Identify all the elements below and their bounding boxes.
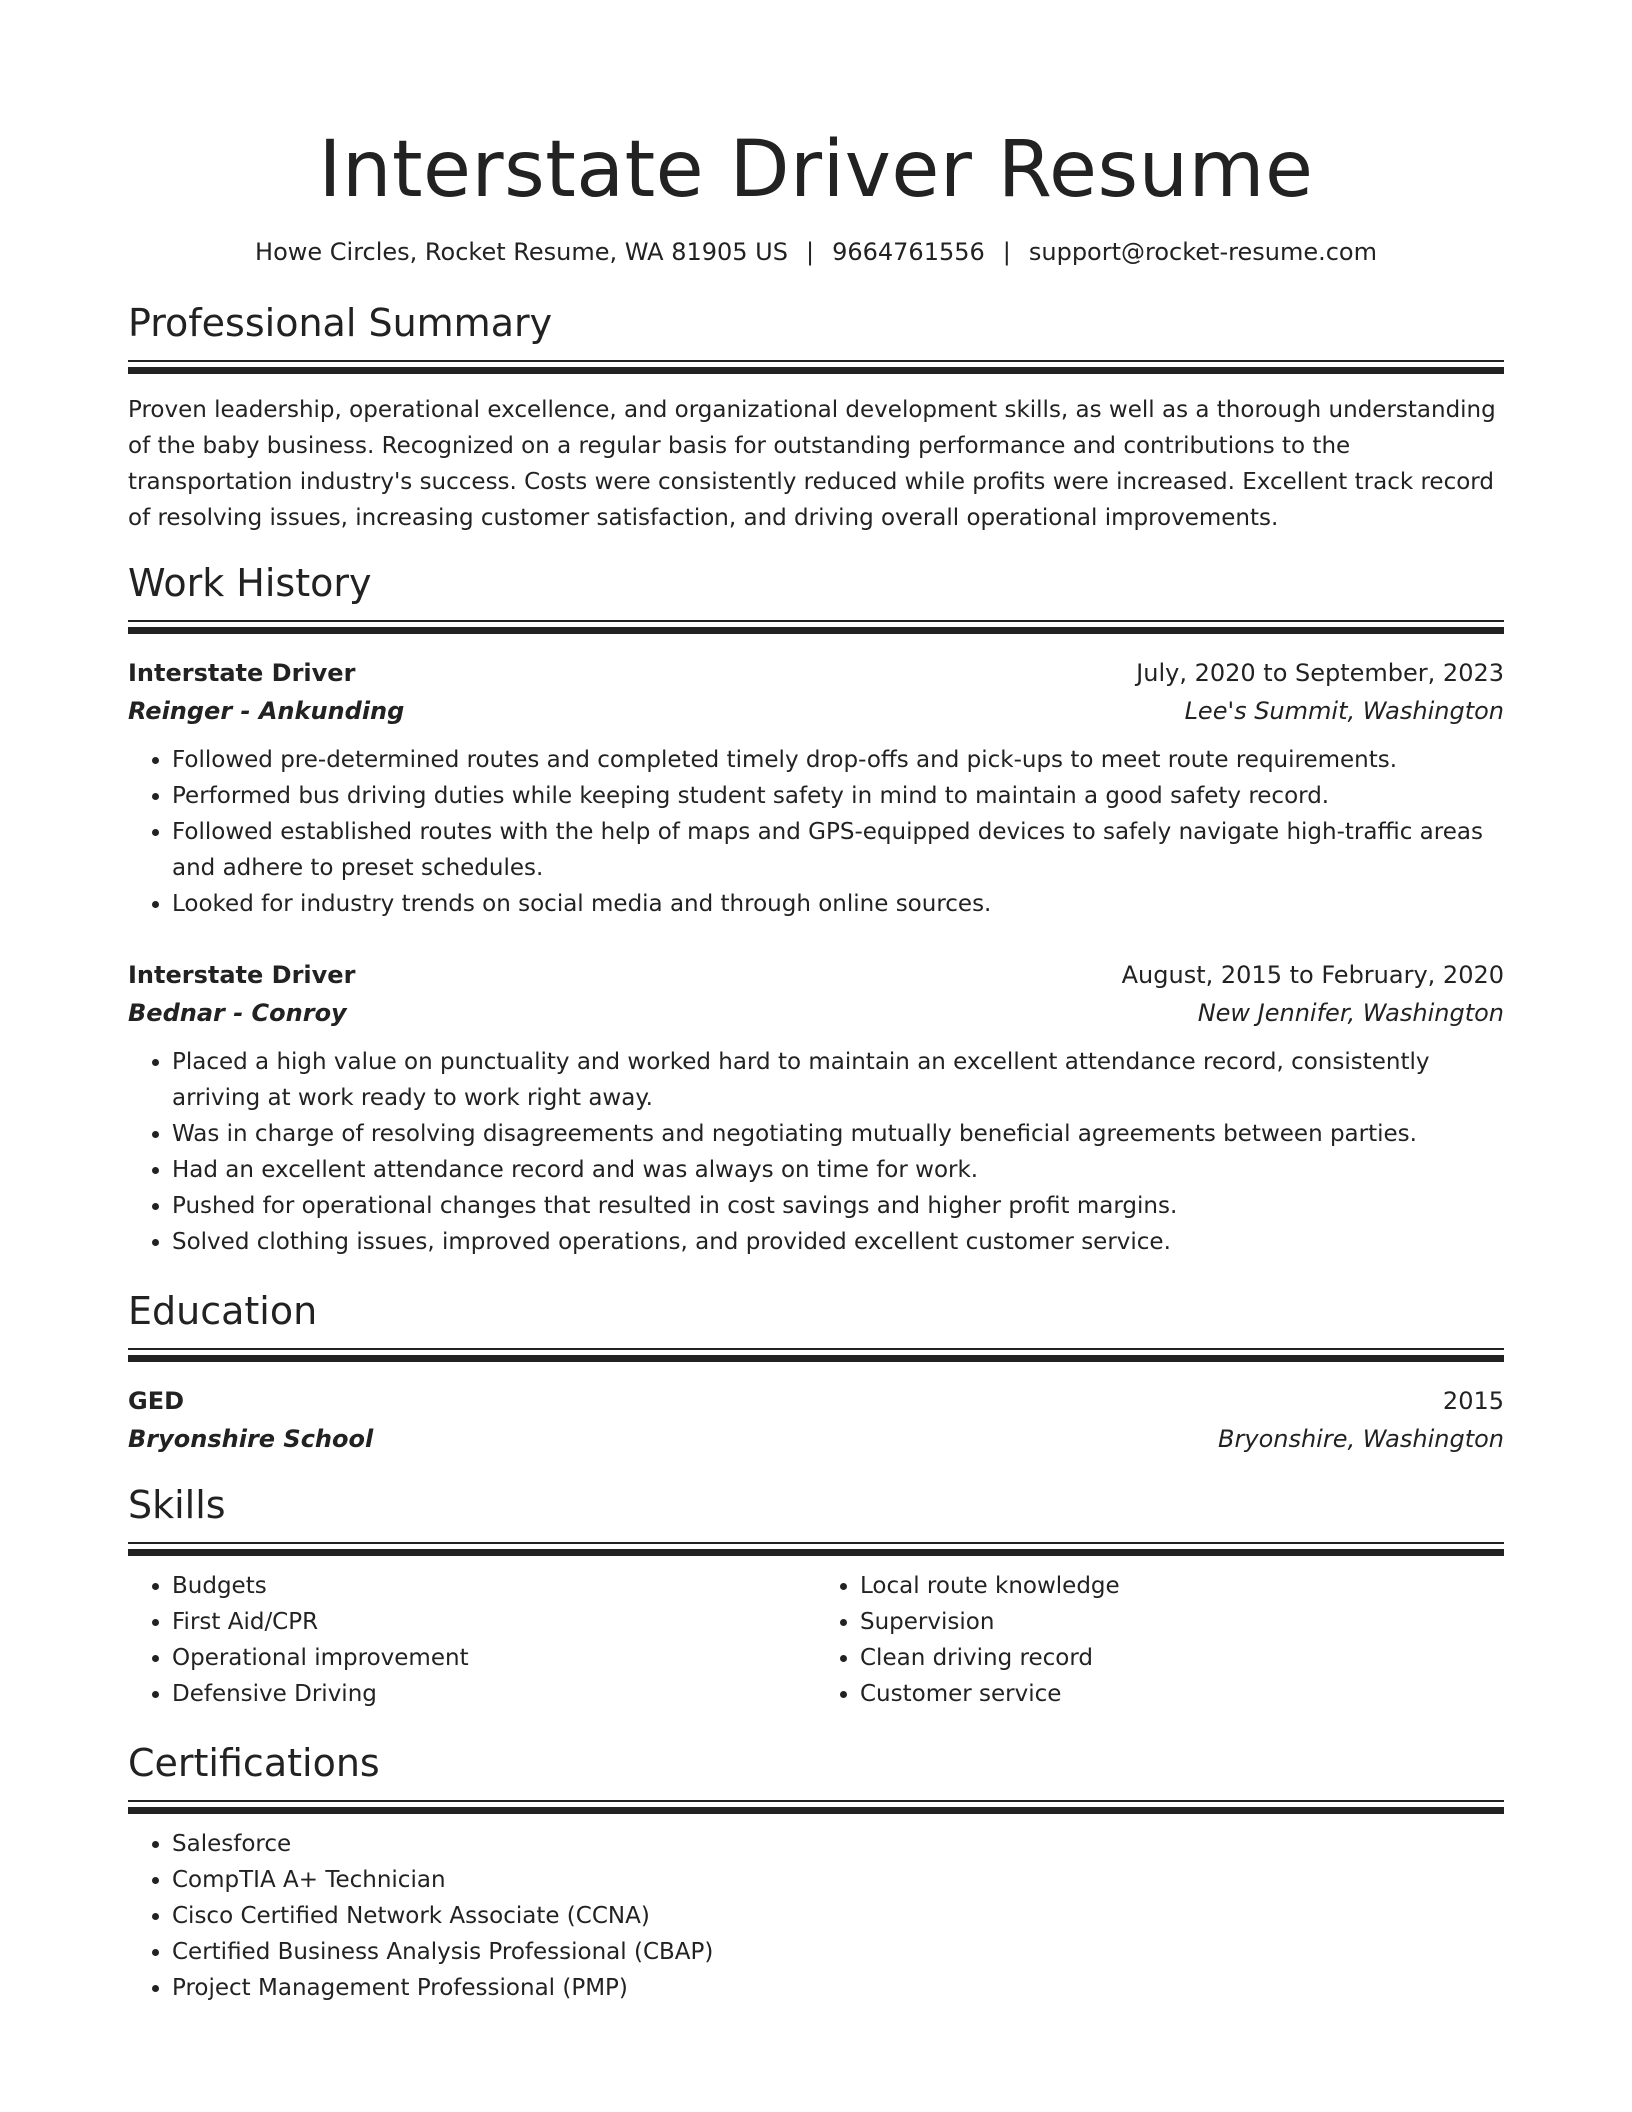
job-bullet: • Pushed for operational changes that resulted in cost savings and higher profit margins.: [172, 1188, 1504, 1224]
job-location: Lee's Summit, Washington: [1184, 697, 1504, 725]
education-section: [128, 1286, 1504, 1458]
job-dates: July, 2020 to September, 2023: [1136, 659, 1504, 687]
education-school: Bryonshire School: [128, 1425, 374, 1453]
certification-item: • Project Management Professional (PMP): [172, 1970, 1504, 2006]
contact-separator: |: [1002, 238, 1011, 266]
section-divider-thick: [128, 1807, 1504, 1814]
skills-list-right: [816, 1568, 1504, 1712]
job-entry: [128, 956, 1504, 1260]
skill-item: • Operational improvement: [172, 1640, 816, 1676]
section-divider-thick: [128, 1355, 1504, 1362]
contact-email: support@rocket-resume.com: [1028, 238, 1377, 266]
skill-item: • Clean driving record: [860, 1640, 1504, 1676]
skill-item: • First Aid/CPR: [172, 1604, 816, 1640]
section-heading-skills: Skills: [128, 1483, 226, 1527]
job-location: New Jennifer, Washington: [1197, 999, 1504, 1027]
certifications-section: [128, 1738, 1504, 2006]
certification-item: • Cisco Certified Network Associate (CCNA): [172, 1898, 1504, 1934]
section-heading-education: Education: [128, 1289, 318, 1333]
section-divider-thick: [128, 1549, 1504, 1556]
skill-item: • Defensive Driving: [172, 1676, 816, 1712]
education-location: Bryonshire, Washington: [1218, 1425, 1504, 1453]
job-bullets: [128, 1044, 1504, 1260]
job-title: Interstate Driver: [128, 961, 356, 989]
section-divider: [128, 1800, 1504, 1802]
work-history-section: [128, 558, 1504, 1260]
summary-text: Proven leadership, operational excellence, and organizational development skills, as well as a thorough understanding of the baby business. Recognized on a regular basis for outstanding performance and contributions to the transportation industry's success. Costs were consistently reduced while profits were increased. Excellent track record of resolving issues, increasing customer satisfaction, and driving overall operational improvements.: [128, 397, 1496, 531]
job-bullets: [128, 742, 1504, 922]
certifications-list: [128, 1826, 1504, 2006]
section-divider: [128, 1348, 1504, 1350]
section-divider-thick: [128, 627, 1504, 634]
contact-address: Howe Circles, Rocket Resume, WA 81905 US: [255, 238, 788, 266]
summary-section: [128, 298, 1504, 536]
education-degree: GED: [128, 1387, 185, 1415]
section-divider-thick: [128, 367, 1504, 374]
skills-section: [128, 1480, 1504, 1712]
skill-item: • Local route knowledge: [860, 1568, 1504, 1604]
section-heading-certifications: Certifications: [128, 1741, 380, 1785]
job-bullet: • Performed bus driving duties while keeping student safety in mind to maintain a good safety record.: [172, 778, 1504, 814]
certification-item: • CompTIA A+ Technician: [172, 1862, 1504, 1898]
skills-list-left: [128, 1568, 816, 1712]
skill-item: • Budgets: [172, 1568, 816, 1604]
job-bullet: • Followed pre-determined routes and completed timely drop-offs and pick-ups to meet route requirements.: [172, 742, 1504, 778]
job-bullet: • Was in charge of resolving disagreements and negotiating mutually beneficial agreements between parties.: [172, 1116, 1504, 1152]
section-divider: [128, 620, 1504, 622]
section-heading-work-history: Work History: [128, 561, 372, 605]
job-company: Bednar - Conroy: [128, 999, 347, 1027]
skills-grid: [128, 1568, 1504, 1712]
skill-item: • Supervision: [860, 1604, 1504, 1640]
job-bullet: • Solved clothing issues, improved operations, and provided excellent customer service.: [172, 1224, 1504, 1260]
resume-title: Interstate Driver Resume: [318, 125, 1314, 215]
section-divider: [128, 360, 1504, 362]
contact-separator: |: [805, 238, 815, 266]
job-bullet: • Placed a high value on punctuality and worked hard to maintain an excellent attendance record, consistently arriving at work ready to work right away.: [172, 1044, 1504, 1116]
job-entry: [128, 654, 1504, 922]
contact-line: [128, 236, 1504, 268]
education-entry: [128, 1382, 1504, 1458]
section-heading-summary: Professional Summary: [128, 301, 553, 345]
job-bullet: • Looked for industry trends on social media and through online sources.: [172, 886, 1504, 922]
job-dates: August, 2015 to February, 2020: [1121, 961, 1504, 989]
certification-item: • Certified Business Analysis Professional (CBAP): [172, 1934, 1504, 1970]
education-year: 2015: [1442, 1387, 1504, 1415]
job-bullet: • Had an excellent attendance record and was always on time for work.: [172, 1152, 1504, 1188]
job-title: Interstate Driver: [128, 659, 356, 687]
section-divider: [128, 1542, 1504, 1544]
job-bullet: • Followed established routes with the help of maps and GPS-equipped devices to safely navigate high-traffic areas and adhere to preset schedules.: [172, 814, 1504, 886]
contact-phone: 9664761556: [832, 238, 985, 266]
skill-item: • Customer service: [860, 1676, 1504, 1712]
job-company: Reinger - Ankunding: [128, 697, 405, 725]
certification-item: • Salesforce: [172, 1826, 1504, 1862]
